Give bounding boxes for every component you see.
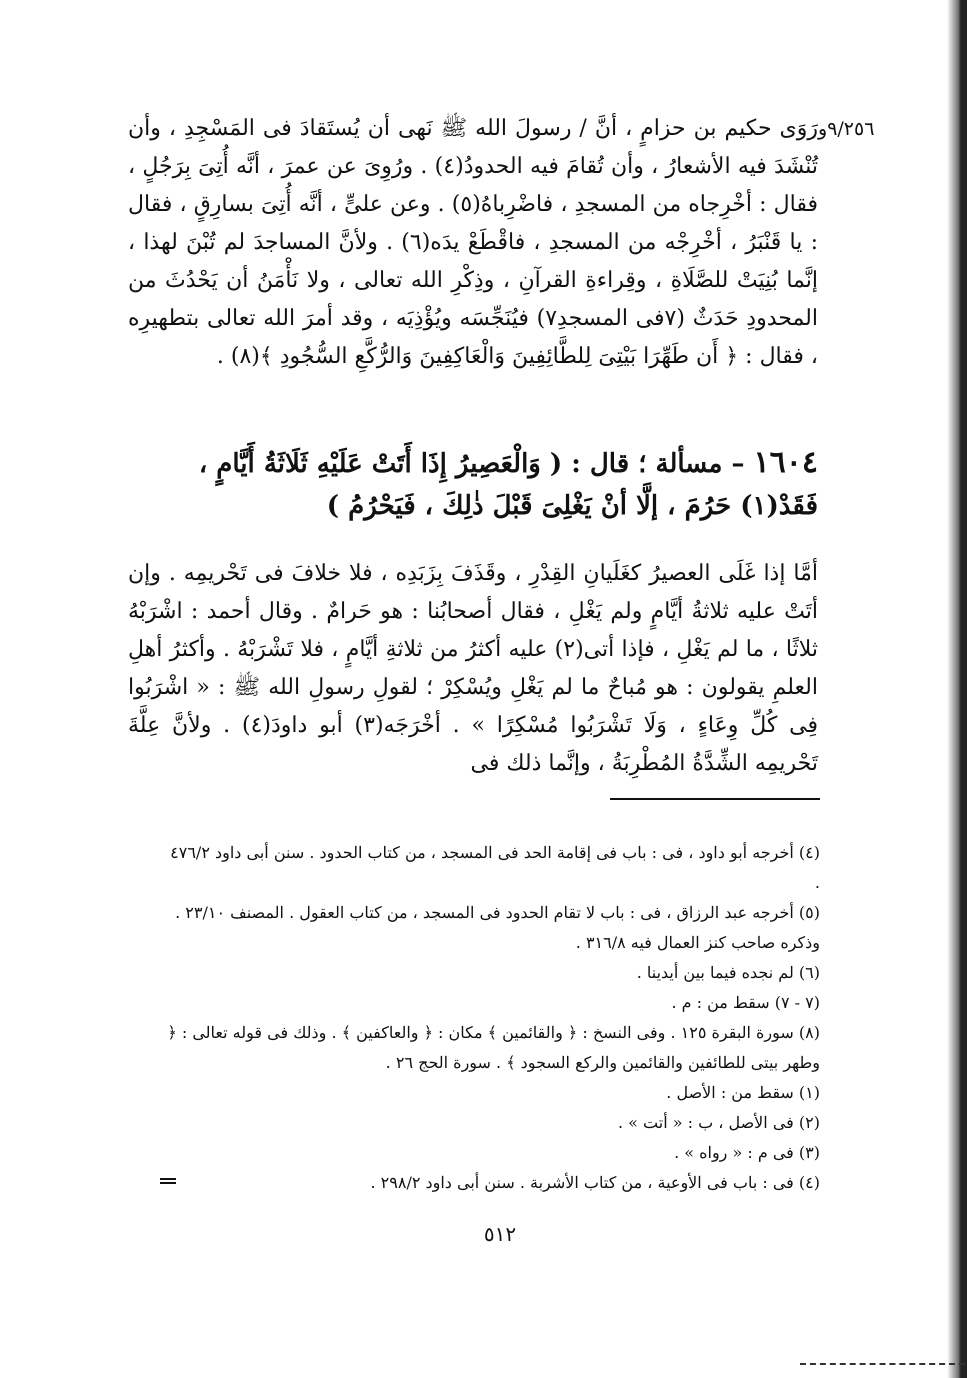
footnotes xyxy=(160,838,820,1198)
footnote: (٨) سورة البقرة ١٢٥ . وفى النسخ : ﴿ والقائمين ﴾ مكان : ﴿ والعاكفين ﴾ . وذلك فى قوله تعالى : ﴿ وطهر بيتى للطائفين والقائمين والركع السجود ﴾ . سورة الحج ٢٦ . xyxy=(167,1023,820,1072)
footnote: (٧ - ٧) سقط من : م . xyxy=(671,993,820,1012)
section-number: ١٦٠٤ xyxy=(753,445,818,480)
footnote: (٦) لم نجده فيما بين أيدينا . xyxy=(636,963,820,982)
paragraph-2: أمَّا إذا غَلَى العصيرُ كغَلَيانِ القِدْرِ ، وقَذَفَ بِزَبَدِه ، فلا خلافَ فى تَحْريمِه . وإن أتَتْ عليه ثلاثةُ أيَّامٍ ولم يَغْلِ ، فقال أصحابُنا : هو حَرامٌ . وقال أحمد : اشْرَبْهُ ثلاثًا ، ما لم يَغْلِ ، فإذا أتى(٢) عليه أكثرُ من ثلاثةِ أيَّامٍ ، فلا تَشْرَبْهُ . وأكثرُ أهلِ العلمِ يقولون : هو مُباحٌ ما لم يَغْلِ ويُسْكِرْ ؛ لقولِ رسولِ الله ﷺ : « اشْرَبُوا فِى كُلِّ وِعَاءٍ ، وَلَا تَشْرَبُوا مُسْكِرًا » . أخْرَجَه(٣) أبو داودَ(٤) . ولأنَّ عِلَّةَ تَحْريمِه الشِّدَّةُ المُطْرِبَةُ ، وإنَّما ذلك فى xyxy=(128,561,819,776)
section-heading xyxy=(118,442,818,527)
footnote-divider xyxy=(610,798,820,800)
section-heading-text: – مسألة ؛ قال : ( وَالْعَصِيرُ إِذَا أَتَتْ عَلَيْهِ ثَلَاثَةُ أَيَّامٍ ، فَقَدْ(١) حَرُمَ ، إلَّا أنْ يَغْلِىَ قَبْلَ ذٰلِكَ ، فَيَحْرُمُ ) xyxy=(198,449,818,521)
footnote: (٥) أخرجه عبد الرزاق ، فى : باب لا تقام الحدود فى المسجد ، من كتاب العقول . المصنف ٢٣/١٠ . وذكره صاحب كنز العمال فيه ٣١٦/٨ . xyxy=(175,903,820,952)
printer-mark xyxy=(160,1178,176,1180)
manuscript-folio-reference: ٩/٢٥٦و xyxy=(818,118,875,140)
footnote: (٤) أخرجه أبو داود ، فى : باب فى إقامة الحد فى المسجد ، من كتاب الحدود . سنن أبى داود ٤٧٦/٢ . xyxy=(170,843,820,892)
scan-border xyxy=(939,0,967,1378)
footnote: (٣) فى م : « رواه » . xyxy=(674,1143,820,1162)
scan-edge-dashes xyxy=(800,1363,965,1365)
footnote: (٤) فى : باب فى الأوعية ، من كتاب الأشربة . سنن أبى داود ٢٩٨/٢ . xyxy=(370,1173,820,1192)
page-number: ٥١٢ xyxy=(483,1222,517,1246)
footnote: (١) سقط من : الأصل . xyxy=(666,1083,820,1102)
paragraph-1: رَوَى حكيم بن حزامٍ ، أنَّ / رسولَ الله ﷺ نَهى أن يُستَقادَ فى المَسْجِدِ ، وأن تُنْشَدَ فيه الأشعارُ ، وأن تُقامَ فيه الحدودُ(٤) . ورُوِىَ عن عمرَ ، أنَّه أُتِىَ بِرَجُلٍ ، فقال : أخْرِجاه من المسجدِ ، فاضْرِباهُ(٥) . وعن علىٍّ ، أنَّه أُتِىَ بسارِقٍ ، فقال : يا قَنْبَرُ ، أخْرِجْه من المسجدِ ، فاقْطَعْ يدَه(٦) . ولأنَّ المساجدَ لم تُبْنَ لهذا ، إنَّما بُنِيَتْ للصَّلَاةِ ، وقِراءةِ القرآنِ ، وذِكْرِ الله تعالى ، ولا نَأْمَنُ أن يَحْدُثَ من المحدودِ حَدَثٌ (٧فى المسجدِ٧) فيُنَجِّسَه ويُؤْذِيَه ، وقد أمرَ الله تعالى بتطهيرِه ، فقال : ﴿ أَن طَهِّرَا بَيْتِىَ لِلطَّائِفِينَ وَالْعَاكِفِينَ وَالرُّكَّعِ السُّجُودِ ﴾(٨) . xyxy=(128,116,818,369)
footnote: (٢) فى الأصل ، ب : « أتت » . xyxy=(617,1113,820,1132)
